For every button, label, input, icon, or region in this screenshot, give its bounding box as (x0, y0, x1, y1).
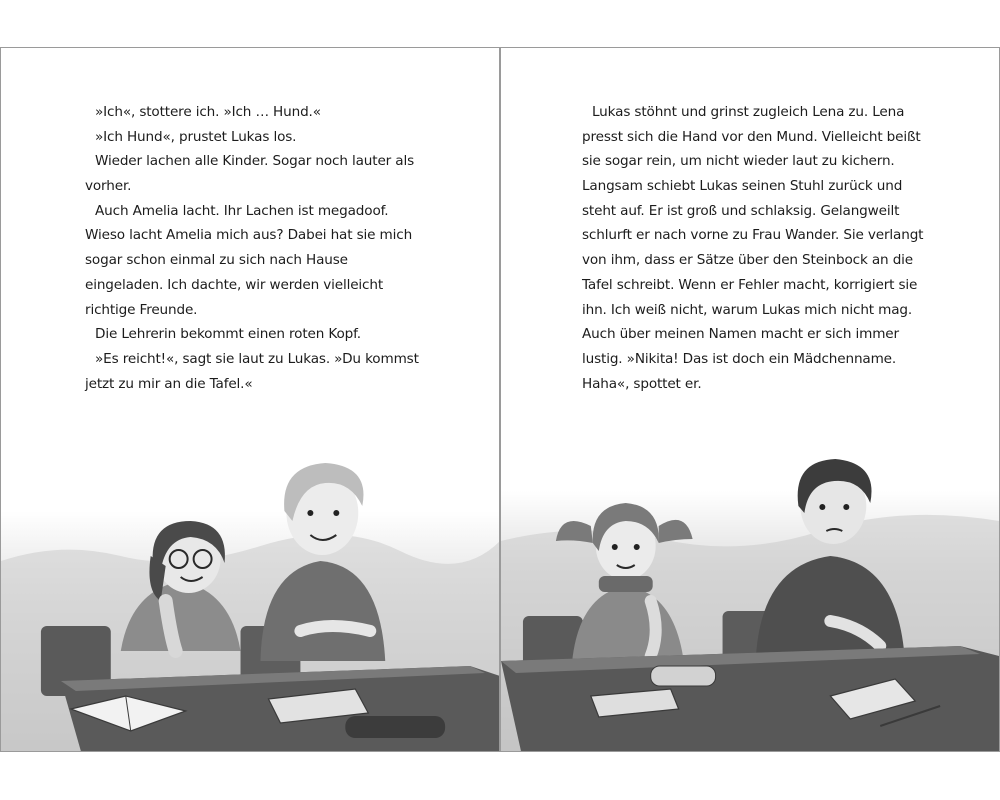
right-page-line: ihn. Ich weiß nicht, warum Lukas mich nicht mag. (582, 301, 913, 318)
right-classroom-illustration (501, 451, 999, 751)
left-page-line: Wieso lacht Amelia mich aus? Dabei hat sie mich (85, 227, 413, 244)
right-illustration (501, 451, 999, 751)
right-page-line: sie sogar rein, um nicht wieder laut zu kichern. (582, 153, 895, 170)
left-page-line: eingeladen. Ich dachte, wir werden vielleicht (85, 276, 384, 293)
right-page-line: Lukas stöhnt und grinst zugleich Lena zu. Lena (592, 104, 905, 120)
right-page-line: lustig. »Nikita! Das ist doch ein Mädchenname. (582, 350, 897, 367)
right-page-line: steht auf. Er ist groß und schlaksig. Gelangweilt (582, 202, 900, 219)
left-page-line: »Ich Hund«, prustet Lukas los. (95, 128, 297, 145)
left-page-line: jetzt zu mir an die Tafel.« (85, 375, 253, 392)
right-page-line: presst sich die Hand vor den Mund. Vielleicht beißt (582, 128, 921, 145)
left-illustration (1, 451, 500, 751)
left-page-line: Auch Amelia lacht. Ihr Lachen ist megadoof. (95, 202, 389, 219)
left-page-line: richtige Freunde. (85, 301, 198, 318)
right-page-line: schlurft er nach vorne zu Frau Wander. Sie verlangt (582, 227, 924, 244)
book-spread (0, 47, 1000, 752)
left-page-line: »Es reicht!«, sagt sie laut zu Lukas. »Du kommst (95, 350, 419, 367)
left-page-line: Die Lehrerin bekommt einen roten Kopf. (95, 326, 361, 343)
right-page-text (582, 100, 927, 396)
left-page-text (85, 100, 419, 396)
right-page-line: Tafel schreibt. Wenn er Fehler macht, korrigiert sie (582, 276, 918, 293)
left-page-line: vorher. (85, 178, 132, 195)
right-page-line: Langsam schiebt Lukas seinen Stuhl zurück und (582, 178, 903, 195)
left-classroom-illustration (1, 451, 500, 751)
right-page-line: von ihm, dass er Sätze über den Steinbock an die (582, 252, 914, 269)
left-page-line: sogar schon einmal zu sich nach Hause (85, 252, 348, 269)
left-page (0, 48, 500, 751)
right-page-line: Haha«, spottet er. (582, 375, 702, 392)
right-page-line: Auch über meinen Namen macht er sich immer (582, 326, 899, 343)
left-page-line: »Ich«, stottere ich. »Ich … Hund.« (95, 104, 321, 120)
right-page (501, 48, 1000, 751)
left-page-line: Wieder lachen alle Kinder. Sogar noch lauter als (95, 153, 415, 170)
